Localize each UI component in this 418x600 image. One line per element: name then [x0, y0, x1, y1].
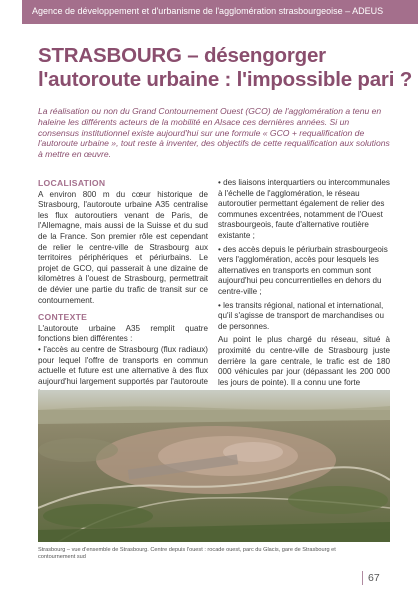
contexte-intro: L'autoroute urbaine A35 remplit quatre fonctions bien différentes :	[38, 323, 208, 344]
running-title: Agence de développement et d'urbanisme de l'agglomération strasbourgeoise – ADEUS	[32, 6, 384, 16]
localisation-text: A environ 800 m du cœur historique de Strasbourg, l'autoroute urbaine A35 centralise les flux autoroutiers venant de Paris, de l'Allemagne, mais aussi de la Suisse et du sud de la France. Son premier rôle est cependant de relier le centre-ville de Strasbourg aux territoires périphériques et périurbains. Le projet de GCO, qui passerait à une dizaine de kilomètres à l'ouest de Strasbourg, permettrait de dévier une partie du trafic de transit sur ce contournement.	[38, 189, 208, 305]
photo-caption: Strasbourg – vue d'ensemble de Strasbourg. Centre depuis l'ouest : rocade ouest, parc du Glacis, gare de Strasbourg et contournement sud	[38, 547, 336, 561]
closing-paragraph: Au point le plus chargé du réseau, situé à proximité du centre-ville de Strasbourg juste derrière la gare centrale, le trafic est de 180 000 véhicules par jour (dépassant les 200 000 les jours de pointe). Il a connu une forte	[218, 335, 390, 387]
bullet-3: • des accès depuis le périurbain strasbourgeois vers l'agglomération, accès pour lesquels les alternatives en transports en commun sont aujourd'hui peu concurrentielles en dehors du centre-ville ;	[218, 244, 388, 296]
article-lead: La réalisation ou non du Grand Contournement Ouest (GCO) de l'agglomération a tenu en haleine les différents acteurs de la mobilité en Alsace ces dernières années. Si un consensus institutionnel existe aujourd'hui sur une formule « GCO + requalification de l'autoroute urbaine », tout reste à inventer, des objectifs de cette requalification aux solutions à mettre en œuvre.	[38, 106, 390, 160]
aerial-photo	[38, 390, 390, 542]
contexte-heading: CONTEXTE	[38, 312, 88, 323]
bullet-4: • les transits régional, national et international, qu'il s'agisse de transport de marchandises ou de personnes.	[218, 300, 384, 331]
bullet-2: • des liaisons interquartiers ou intercommunales à l'échelle de l'agglomération, le réseau autoroutier permettant également de relier des communes excentrées, notamment de l'Ouest strasbourgeois, faute d'alternative routière existante ;	[218, 178, 390, 240]
page-number: 67	[368, 572, 380, 584]
localisation-heading: LOCALISATION	[38, 178, 106, 188]
bullet-1: • l'accès au centre de Strasbourg (flux radiaux) pour lequel l'offre de transports en commun actuelle et future est une alternative à des flux aujourd'hui largement supportés par l'autoroute	[38, 344, 208, 386]
article-title	[38, 44, 413, 92]
page-number-divider	[362, 571, 363, 585]
left-column	[38, 178, 208, 398]
title-line-2: l'autoroute urbaine : l'impossible pari ?	[38, 68, 413, 91]
title-line-1: STRASBOURG – désengorger	[38, 44, 326, 67]
header-bar	[22, 0, 418, 24]
aerial-photo-drawing	[38, 390, 390, 542]
right-column	[218, 178, 390, 388]
